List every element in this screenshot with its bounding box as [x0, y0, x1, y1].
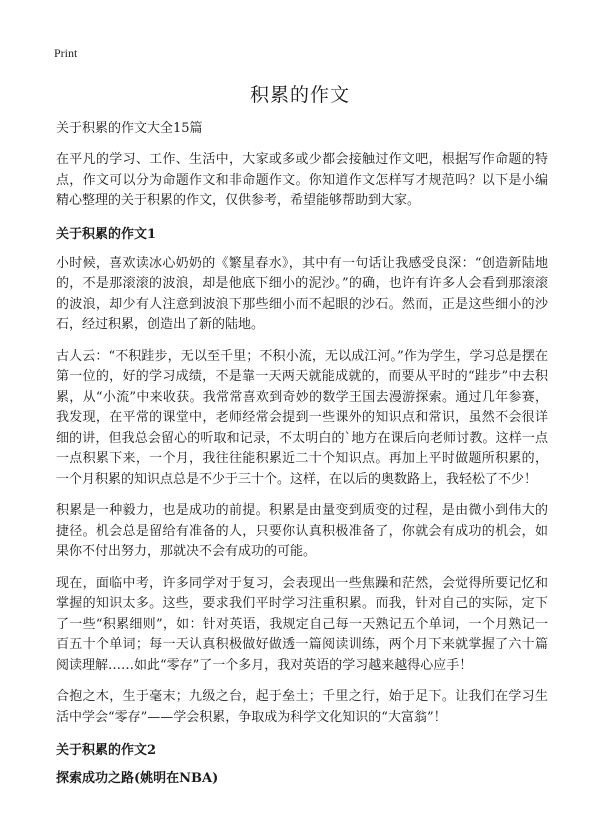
section1-paragraph: 积累是一种毅力，也是成功的前提。积累是由量变到质变的过程，是由微小到伟大的捷径。机会总是留给有准备的人，只要你认真积极准备了，你就会有成功的机会，如果你不付出努力，那就决不会有成功的可能。 [56, 503, 548, 559]
section1-paragraph: 小时候，喜欢读冰心奶奶的《繁星春水》，其中有一句话让我感受良深：“创造新陆地的，不是那滚滚的波浪，却是他底下细小的泥沙。”的确，也许有许多人会看到那滚滚的波浪，却少有人注意到波浪下那些细小而不起眼的沙石。然而，正是这些细小的沙石，经过积累，创造出了新的陆地。 [56, 255, 548, 332]
section1-paragraph: 古人云：“不积跬步，无以至千里；不积小流，无以成江河。”作为学生，学习总是摆在第一位的，好的学习成绩，不是靠一天两天就能成就的，而要从平时的“跬步”中去积累，从“小流”中来收获。我常常喜欢到奇妙的数学王国去漫游探索。通过几年参赛，我发现，在平常的课堂中，老师经常会提到一些课外的知识点和常识，虽然不会很详细的讲，但我总会留心的听取和记录，不太明白的`地方在课后向老师讨教。这样一点一点积累下来，一个月，我往往能积累近二十个知识点。再加上平时做题所积累的，一个月积累的知识点总是不少于三十个。这样，在以后的奥数路上，我轻松了不少！ [56, 348, 548, 487]
document-title: 积累的作文 [249, 84, 350, 106]
section-heading-2: 关于积累的作文2 [56, 743, 157, 758]
section1-paragraph: 合抱之木，生于毫末；九级之台，起于垒土；千里之行，始于足下。让我们在学习生活中学会“零存”——学会积累，争取成为科学文化知识的“大富翁”！ [56, 689, 548, 725]
intro-paragraph: 在平凡的学习、工作、生活中，大家或多或少都会接触过作文吧，根据写作命题的特点，作文可以分为命题作文和非命题作文。你知道作文怎样写才规范吗？以下是小编精心整理的关于积累的作文，仅供参考，希望能够帮助到大家。 [56, 152, 548, 208]
section1-paragraph: 现在，面临中考，许多同学对于复习，会表现出一些焦躁和茫然，会觉得所要记忆和掌握的知识太多。这些，要求我们平时学习注重积累。而我，针对自己的实际，定下了一些“积累细则”，如：针对英语，我规定自己每一天熟记五个单词，一个月熟记一百五十个单词；每一天认真积极做好做透一篇阅读训练，两个月下来就掌握了六十篇阅读理解……如此“零存”了一个多月，我对英语的学习越来越得心应手！ [56, 575, 548, 673]
section2-subheading: 探索成功之路(姚明在NBA) [56, 771, 219, 786]
print-link[interactable]: Print [54, 46, 78, 60]
article-subtitle: 关于积累的作文大全15篇 [56, 121, 203, 136]
section-heading-1: 关于积累的作文1 [56, 226, 157, 242]
article-body [56, 120, 548, 788]
